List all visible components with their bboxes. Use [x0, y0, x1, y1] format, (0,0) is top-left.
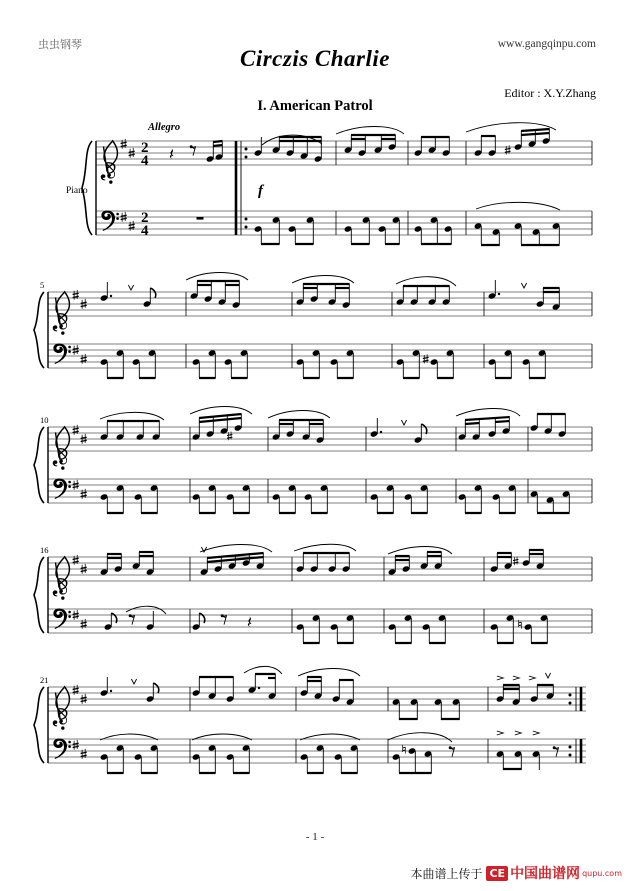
editor-credit: Editor : X.Y.Zhang — [504, 86, 596, 100]
footer-note-text: 本曲谱上传于 — [410, 866, 483, 881]
svg-text:4: 4 — [141, 153, 149, 169]
dynamic-forte: f — [258, 183, 263, 199]
svg-text:2: 2 — [141, 210, 149, 226]
measure-number-16: 16 — [40, 545, 49, 555]
measure-number-5: 5 — [40, 280, 45, 290]
instrument-label: Piano — [66, 186, 88, 196]
measure-number-10: 10 — [40, 415, 49, 425]
footer-site-domain: qupu.com — [582, 868, 622, 878]
site-logo: 虫虫钢琴 — [38, 38, 82, 51]
site-badge-icon: CE — [486, 866, 508, 881]
footer-attribution — [410, 863, 622, 883]
measure-number-21: 21 — [40, 675, 49, 685]
footer-site-name: 中国曲谱网 — [510, 866, 581, 882]
svg-text:2: 2 — [141, 140, 149, 156]
page-number: - 1 - — [305, 831, 325, 843]
tempo-marking: Allegro — [148, 122, 181, 133]
page-title: Circzis Charlie — [239, 46, 390, 71]
site-url: www.gangqinpu.com — [497, 38, 596, 50]
movement-title: I. American Patrol — [257, 98, 373, 114]
svg-text:4: 4 — [141, 223, 149, 239]
